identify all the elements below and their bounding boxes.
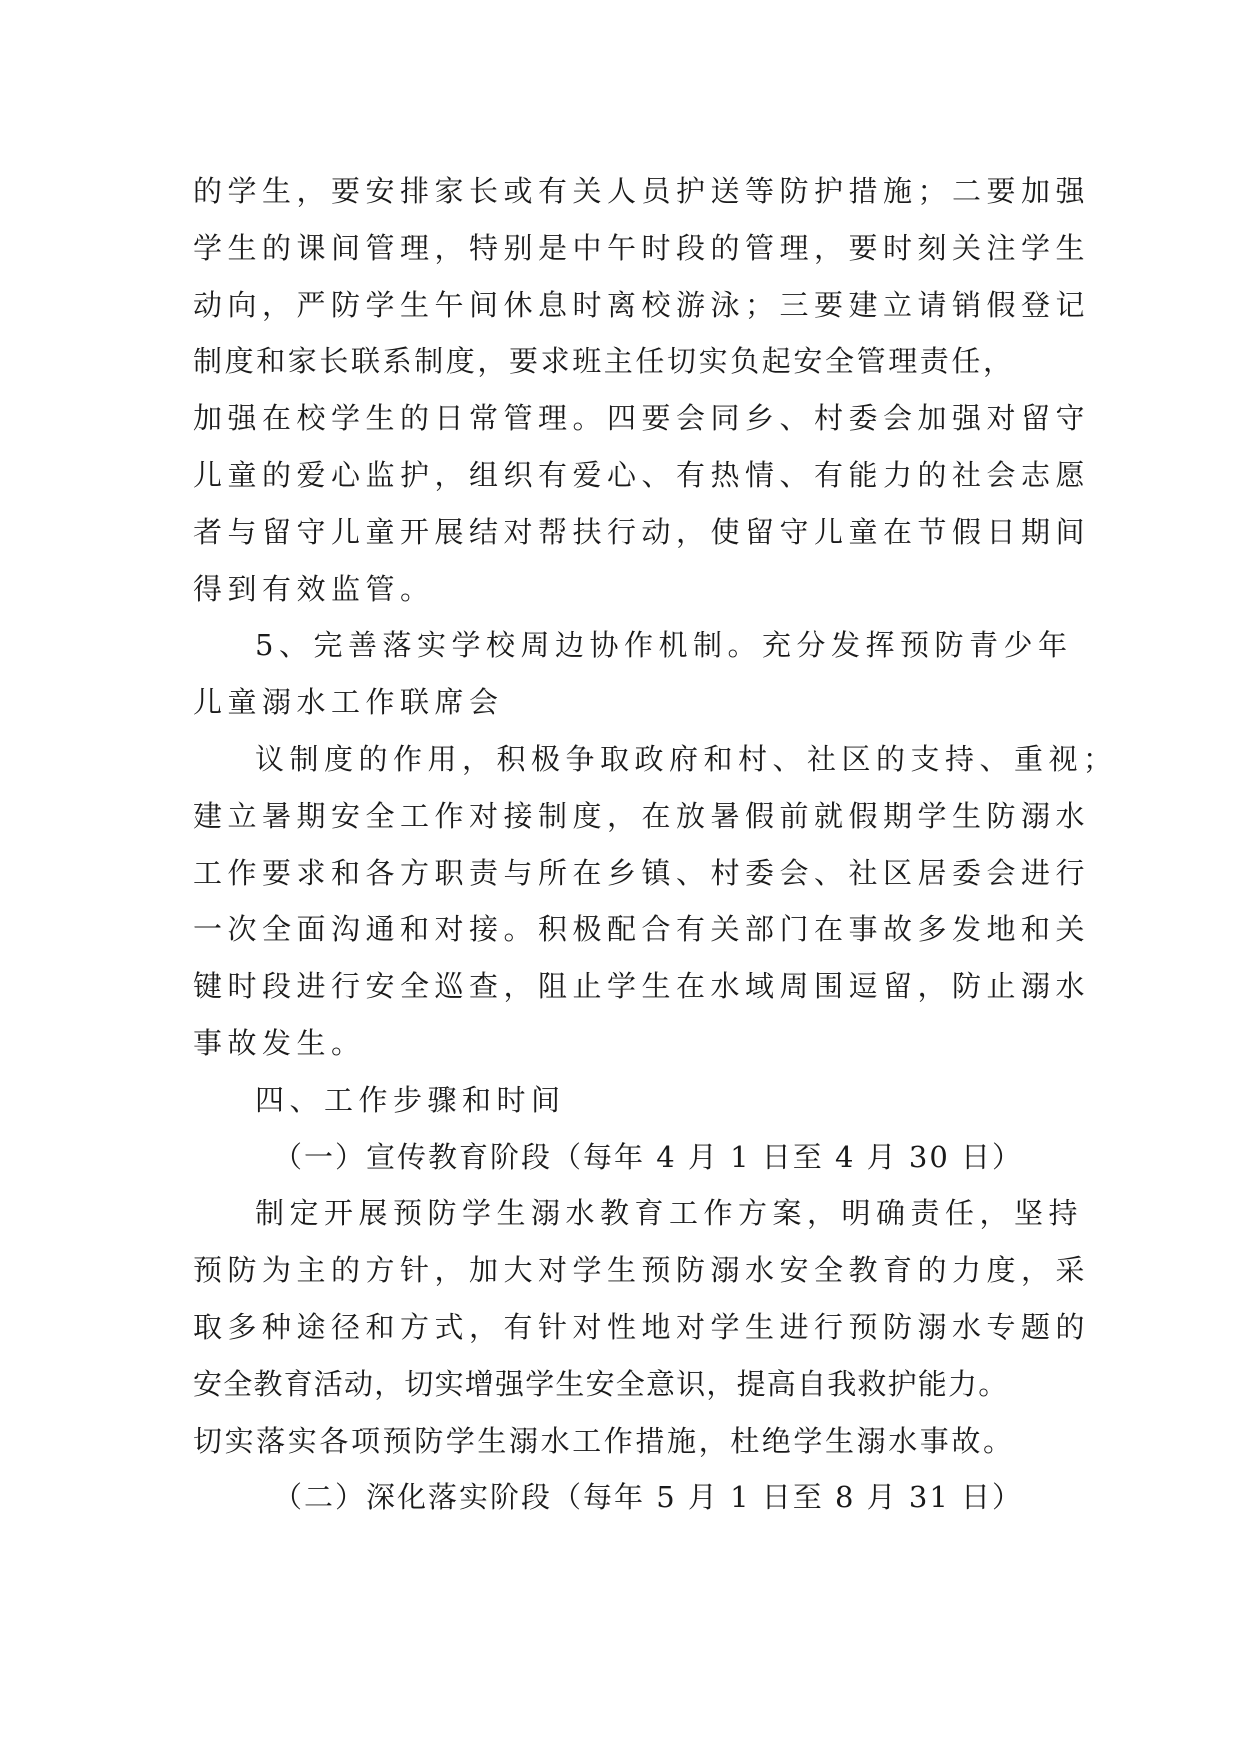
body-line-14: 一次全面沟通和对接。积极配合有关部门在事故多发地和关: [193, 912, 1091, 947]
body-line-3: 动向，严防学生午间休息时离校游泳；三要建立请销假登记: [193, 287, 1091, 322]
body-line-10: 儿童溺水工作联席会: [193, 685, 504, 720]
stage-2-heading: （二）深化落实阶段（每年 5 月 1 日至 8 月 31 日）: [273, 1480, 1024, 1515]
section-heading-4: 四、工作步骤和时间: [255, 1082, 566, 1117]
body-line-19: 制定开展预防学生溺水教育工作方案，明确责任，坚持: [255, 1196, 1084, 1231]
paragraph-heading-5: 5、完善落实学校周边协作机制。充分发挥预防青少年: [255, 628, 1073, 663]
body-line-6: 儿童的爱心监护，组织有爱心、有热情、有能力的社会志愿: [193, 457, 1091, 492]
body-line-21: 取多种途径和方式，有针对性地对学生进行预防溺水专题的: [193, 1309, 1091, 1344]
body-line-15: 键时段进行安全巡查，阻止学生在水域周围逗留，防止溺水: [193, 969, 1091, 1004]
body-line-22: 安全教育活动，切实增强学生安全意识，提高自我救护能力。: [193, 1366, 1009, 1401]
body-line-7: 者与留守儿童开展结对帮扶行动，使留守儿童在节假日期间: [193, 514, 1091, 549]
body-line-4: 制度和家长联系制度，要求班主任切实负起安全管理责任，: [193, 344, 1015, 379]
body-line-20: 预防为主的方针，加大对学生预防溺水安全教育的力度，采: [193, 1253, 1091, 1288]
body-line-11: 议制度的作用，积极争取政府和村、社区的支持、重视；: [255, 741, 1118, 776]
body-line-13: 工作要求和各方职责与所在乡镇、村委会、社区居委会进行: [193, 855, 1091, 890]
body-line-23: 切实落实各项预防学生溺水工作措施，杜绝学生溺水事故。: [193, 1423, 1015, 1458]
body-line-12: 建立暑期安全工作对接制度，在放暑假前就假期学生防溺水: [193, 798, 1091, 833]
body-line-8: 得到有效监管。: [193, 571, 435, 606]
stage-1-heading: （一）宣传教育阶段（每年 4 月 1 日至 4 月 30 日）: [273, 1139, 1024, 1174]
body-line-2: 学生的课间管理，特别是中午时段的管理，要时刻关注学生: [193, 230, 1091, 265]
body-line-1: 的学生，要安排家长或有关人员护送等防护措施；二要加强: [193, 174, 1091, 208]
body-line-16: 事故发生。: [193, 1025, 366, 1060]
document-body: [193, 163, 1118, 1526]
body-line-5: 加强在校学生的日常管理。四要会同乡、村委会加强对留守: [193, 401, 1091, 436]
